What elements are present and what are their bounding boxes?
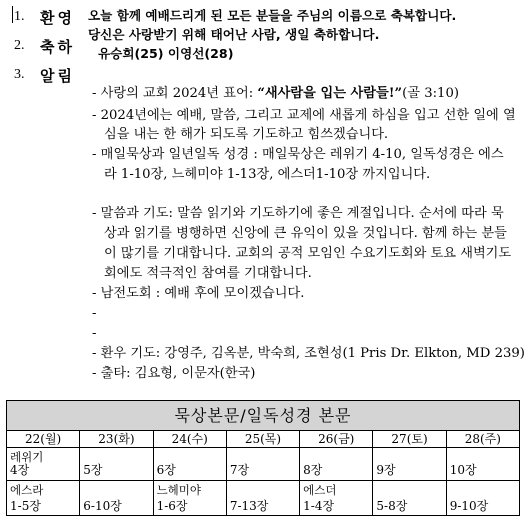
reading-cell	[154, 481, 227, 516]
table-title: 묵상본문/일독성경 본문	[7, 401, 519, 431]
notice-2024-line1: - 2024년에는 예배, 말씀, 그리고 교제에 새롭게 하심을 입고 선한 일에 열	[92, 108, 516, 123]
notice-prayer-line1: - 말씀과 기도: 말씀 읽기와 기도하기에 좋은 계절입니다. 순서에 따라 묵	[92, 206, 504, 221]
day-cell: 27(토)	[373, 431, 446, 447]
notice-mens-group: - 남전도회 : 예배 후에 모이겠습니다.	[92, 286, 305, 301]
cell-chapter: 5장	[83, 463, 103, 477]
meditation-cell	[373, 448, 446, 480]
section-3-number: 3.	[14, 67, 25, 82]
day-cell: 28(주)	[464, 432, 501, 446]
day-cell: 26(금)	[300, 431, 373, 447]
section-1-number: 1.	[14, 9, 25, 24]
cell-chapter: 4장	[10, 463, 30, 477]
slogan-prefix: - 사랑의 교회 2024년 표어:	[92, 86, 258, 101]
notice-empty-2: -	[92, 326, 97, 341]
reading-schedule-table	[6, 400, 520, 516]
notice-empty-1: -	[92, 306, 97, 321]
notice-2024-line2: 심을 내는 한 해가 되도록 기도하고 힘쓰겠습니다.	[104, 127, 389, 142]
reading-cell	[80, 481, 153, 516]
cell-chapter: 1-5장	[10, 499, 41, 513]
cell-chapter: 9-10장	[449, 499, 489, 513]
section-1-title: 환영	[40, 9, 75, 27]
birthday-text: 당신은 사랑받기 위해 태어난 사람, 생일 축하합니다.	[88, 27, 380, 42]
meditation-cell	[7, 448, 80, 480]
cell-chapter: 5-8장	[376, 499, 408, 513]
cell-chapter: 7장	[229, 463, 250, 477]
notice-prayer-line3: 이 많기를 기대합니다. 교회의 공적 모임인 수요기도회와 토요 새벽기도	[104, 246, 512, 261]
table-row-days	[7, 431, 519, 448]
section-2-number: 2.	[14, 38, 25, 53]
cell-chapter: 10장	[449, 463, 477, 477]
slogan-quote: “새사람을 입는 사람들!”	[257, 86, 403, 101]
reading-cell	[7, 481, 80, 516]
notice-slogan	[92, 85, 459, 103]
reading-cell	[300, 481, 373, 516]
notice-sick-prayer: - 환우 기도: 강영주, 김옥분, 박숙희, 조현성(1 Pris Dr. Elkton, MD 239)	[92, 346, 525, 361]
cell-chapter: 8장	[303, 463, 323, 477]
meditation-cell	[154, 448, 227, 480]
reading-cell	[447, 481, 519, 516]
reading-cell	[373, 481, 446, 516]
meditation-cell	[227, 448, 300, 480]
section-3-title: 알림	[40, 67, 75, 85]
cell-chapter: 6-10장	[83, 499, 122, 513]
section-2-title: 축하	[40, 38, 75, 56]
cell-book: 느헤미야	[156, 483, 201, 497]
welcome-text: 오늘 함께 예배드리게 된 모든 분들을 주님의 이름으로 축복합니다.	[88, 8, 457, 23]
day-cell: 23(화)	[80, 431, 153, 447]
cell-book: 에스더	[303, 483, 337, 497]
cell-chapter: 7-13장	[229, 499, 269, 513]
slogan-reference: (골 3:10)	[402, 86, 459, 101]
cell-chapter: 1-4장	[303, 499, 335, 513]
notice-bible-line1: - 매일묵상과 일년일독 성경 : 매일묵상은 레위기 4-10, 일독성경은 에스	[92, 147, 504, 162]
day-cell: 22(월)	[7, 431, 80, 447]
notice-bible-line2: 라 1-10장, 느헤미야 1-13장, 에스더1-10장 까지입니다.	[104, 167, 431, 182]
cell-chapter: 1-6장	[156, 499, 188, 513]
cell-book: 에스라	[10, 483, 44, 497]
notice-prayer-line4: 회에도 적극적인 참여를 기대합니다.	[104, 266, 312, 281]
cell-chapter: 6장	[156, 463, 176, 477]
day-cell: 25(목)	[227, 431, 300, 447]
cell-chapter: 9장	[376, 463, 396, 477]
reading-cell	[227, 481, 300, 516]
meditation-cell	[80, 448, 153, 480]
day-cell: 24(수)	[154, 431, 227, 447]
notice-prayer-line2: 상과 읽기를 병행하면 신앙에 큰 유익이 있을 것입니다. 함께 하는 분들	[104, 226, 507, 241]
meditation-cell	[300, 448, 373, 480]
table-row-reading	[7, 481, 519, 516]
birthday-names: 유승희(25) 이영선(28)	[98, 46, 234, 61]
table-row-meditation	[7, 448, 519, 481]
notice-travel: - 출타: 김요형, 이문자(한국)	[92, 366, 256, 381]
meditation-cell	[447, 448, 519, 480]
cell-book: 레위기	[10, 450, 44, 464]
text-cursor	[12, 6, 13, 23]
